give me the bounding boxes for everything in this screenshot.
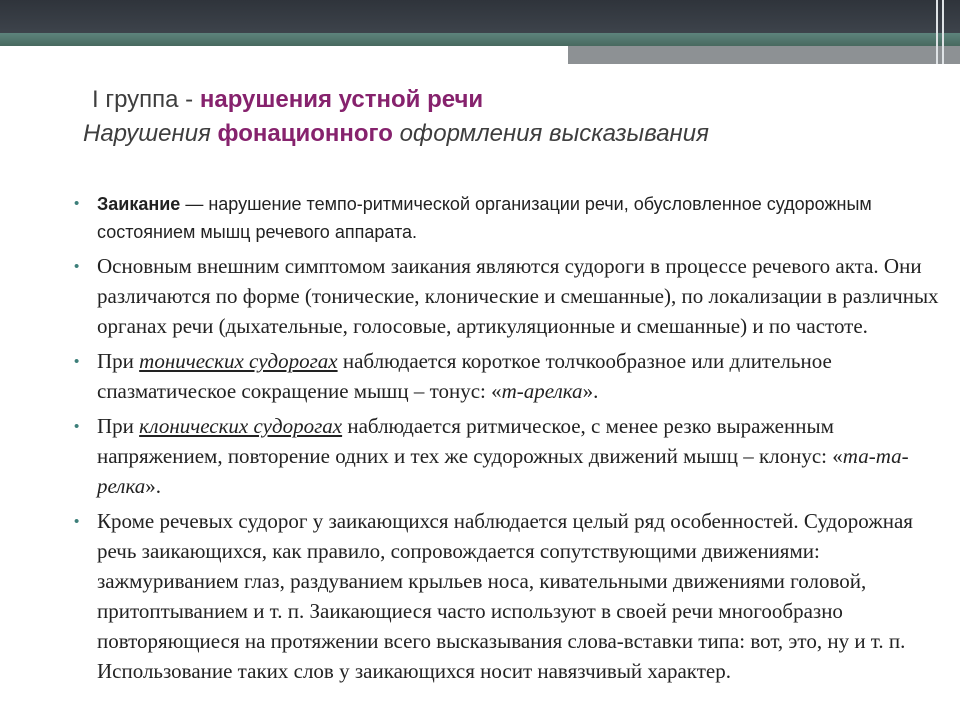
- top-band-teal: [0, 33, 960, 46]
- bullet-text: наблюдается короткое толчкообразное или длительное спазматическое сокращение мышц – тонус: «: [97, 349, 832, 403]
- bullet-text: — нарушение темпо-ритмической организации речи, обусловленное судорожным состоянием мышц речевого аппарата.: [97, 194, 872, 242]
- bullet-icon: •: [74, 353, 80, 370]
- title-prefix: I группа -: [92, 86, 200, 113]
- bullet-text: наблюдается ритмическое, с менее резко выраженным напряжением, повторение одних и тех же судорожных движений мышц – клонус: «: [97, 414, 843, 468]
- term-clonic-spasms: клонических судорогах: [139, 414, 343, 438]
- bullet-text: Основным внешним симптомом заикания являются судороги в процессе речевого акта. Они различаются по форме (тонические, клонические и смешанные), по локализации в различных органах речи (дыхательные, голосовые, артикуляционные и смешанные) и по частоте.: [97, 254, 939, 338]
- list-item: [74, 411, 944, 501]
- title-accent: нарушения устной речи: [199, 86, 484, 113]
- bullet-icon: •: [74, 513, 80, 530]
- bullet-icon: •: [74, 418, 80, 435]
- list-item: [74, 251, 944, 341]
- bullet-text: Кроме речевых судорог у заикающихся наблюдается целый ряд особенностей. Судорожная речь заикающихся, как правило, сопровождается сопутствующими движениями: зажмуриванием глаз, раздуванием крыльев носа, кивательными движениями головой, притоптыванием и т. п. Заикающиеся часто используют в своей речи многообразно повторяющиеся на протяжении всего высказывания слова-вставки типа: вот, это, ну и т. п. Использование таких слов у заикающихся носит навязчивый характер.: [97, 509, 913, 683]
- subtitle-accent: фонационного: [217, 120, 393, 147]
- band-divider-line: [942, 0, 944, 64]
- bullet-list: [74, 190, 944, 686]
- term-stuttering: Заикание: [97, 194, 181, 214]
- bullet-icon: •: [74, 258, 80, 275]
- list-item: [74, 190, 944, 246]
- top-band-dark: [0, 0, 960, 33]
- subtitle-pre: Нарушения: [83, 120, 218, 147]
- example-word: т-арелка: [501, 379, 583, 403]
- top-band-gray: [568, 46, 960, 64]
- bullet-text: ».: [582, 379, 599, 403]
- title-line-2: [83, 117, 943, 151]
- slide-title: [83, 83, 943, 151]
- example-word: та-та-релка: [97, 444, 909, 498]
- list-item: [74, 346, 944, 406]
- term-tonic-spasms: тонических судорогах: [139, 349, 338, 373]
- bullet-text: При: [97, 349, 140, 373]
- bullet-text: ».: [145, 474, 162, 498]
- title-line-1: [83, 83, 943, 117]
- list-item: [74, 506, 944, 686]
- bullet-icon: •: [74, 195, 80, 212]
- subtitle-post: оформления высказывания: [392, 120, 709, 147]
- bullet-text: При: [97, 414, 140, 438]
- band-divider-line: [936, 0, 938, 64]
